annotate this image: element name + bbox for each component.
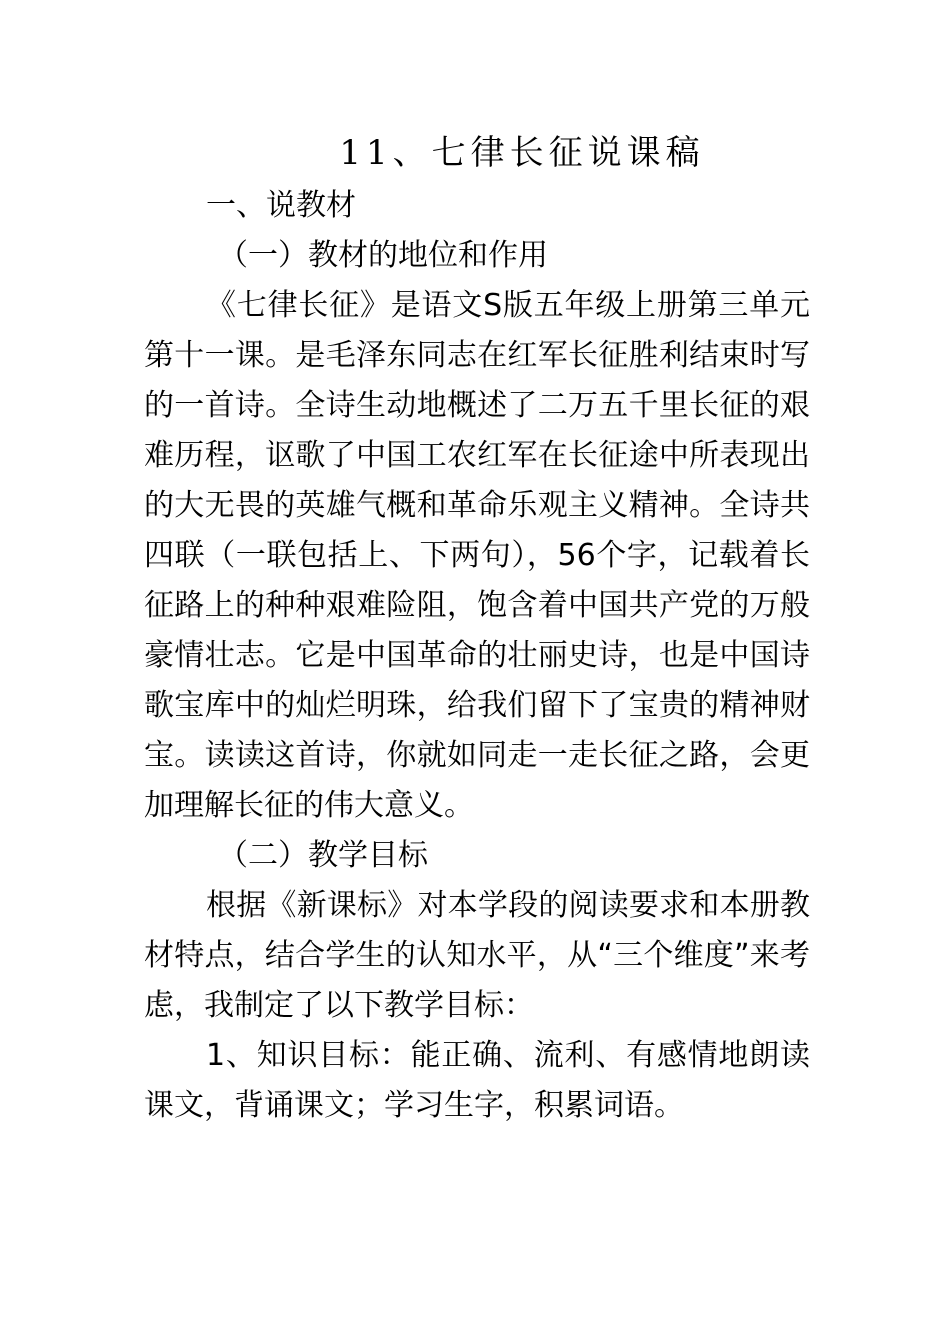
paragraph-knowledge-goal: 1、知识目标：能正确、流利、有感情地朗读课文，背诵课文；学习生字，积累词语。 (144, 1038, 810, 1123)
paragraph-goals-intro: 根据《新课标》对本学段的阅读要求和本册教材特点，结合学生的认知水平，从“三个维度”来考虑，我制定了以下教学目标： (144, 888, 810, 1023)
paragraph-status-role: 《七律长征》是语文S版五年级上册第三单元第十一课。是毛泽东同志在红军长征胜利结束时写的一首诗。全诗生动地概述了二万五千里长征的艰难历程，讴歌了中国工农红军在长征途中所表现出的大无畏的英雄气概和革命乐观主义精神。全诗共四联（一联包括上、下两句），56个字，记载着长征路上的种种艰难险阻，饱含着中国共产党的万般豪情壮志。它是中国革命的壮丽史诗，也是中国诗歌宝库中的灿烂明珠，给我们留下了宝贵的精神财宝。读读这首诗，你就如同走一走长征之路，会更加理解长征的伟大意义。 (144, 288, 810, 823)
section-heading-teaching-material: 一、说教材 (206, 188, 356, 223)
document-title: 11、七律长征说课稿 (339, 133, 705, 173)
subsection-heading-teaching-goals: （二）教学目标 (218, 838, 428, 873)
subsection-heading-status-role: （一）教材的地位和作用 (218, 238, 548, 273)
